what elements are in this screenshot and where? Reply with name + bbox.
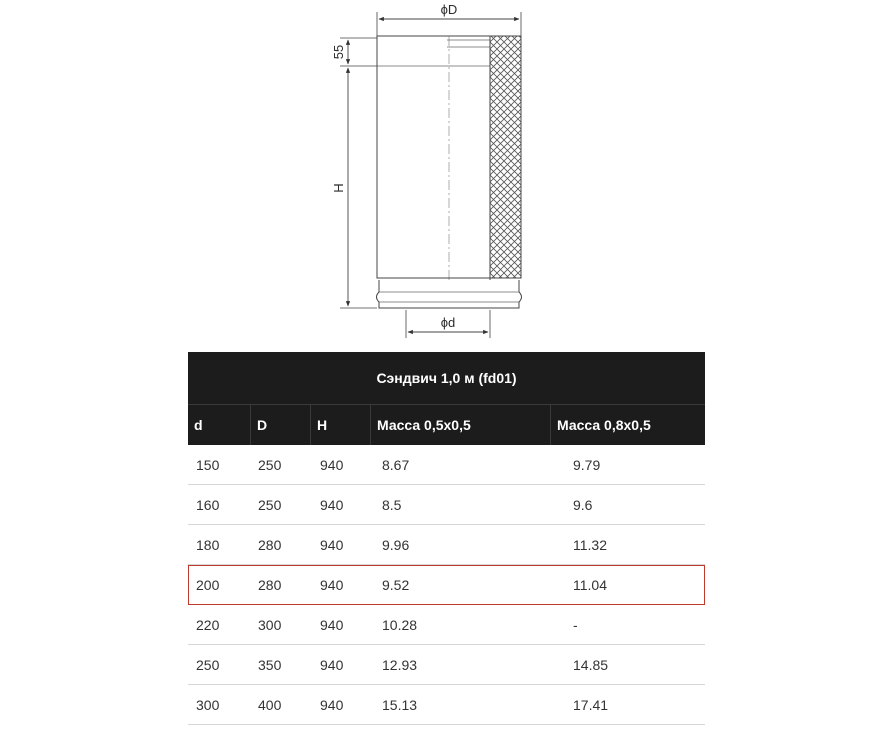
column-header-h: H xyxy=(310,405,370,445)
cell-outer-d: 300 xyxy=(258,616,282,633)
height-dimension xyxy=(331,68,377,308)
cell-d: 220 xyxy=(196,616,220,633)
cell-mass-05: 9.52 xyxy=(382,576,410,593)
cell-mass-08: - xyxy=(573,616,578,633)
column-header-mass-08: Масса 0,8х0,5 xyxy=(550,405,705,445)
inner-diameter-dimension xyxy=(406,310,490,338)
cell-mass-05: 8.5 xyxy=(382,496,402,513)
cell-mass-05: 9.96 xyxy=(382,536,410,553)
column-header-outer-d: D xyxy=(250,405,310,445)
column-header-d: d xyxy=(194,417,203,433)
pipe-drawing-svg xyxy=(0,0,893,345)
table-row xyxy=(188,485,705,525)
cell-h: 940 xyxy=(320,616,344,633)
table-row xyxy=(188,525,705,565)
cell-outer-d: 350 xyxy=(258,656,282,673)
pipe-body xyxy=(377,36,522,308)
table-row xyxy=(188,445,705,485)
cell-h: 940 xyxy=(320,536,344,553)
inner-diameter-label: ϕd xyxy=(440,315,456,330)
cell-mass-08: 9.6 xyxy=(573,496,593,513)
cell-d: 180 xyxy=(196,536,220,553)
cell-mass-05: 12.93 xyxy=(382,656,418,673)
socket-length-label: 55 xyxy=(331,44,346,60)
outer-diameter-dimension xyxy=(377,2,521,36)
cell-outer-d: 280 xyxy=(258,536,282,553)
cell-outer-d: 400 xyxy=(258,696,282,713)
cell-h: 940 xyxy=(320,696,344,713)
cell-mass-08: 17.41 xyxy=(573,696,609,713)
cell-mass-08: 9.79 xyxy=(573,456,601,473)
cell-mass-05: 8.67 xyxy=(382,456,410,473)
table-row xyxy=(188,605,705,645)
cell-mass-08: 14.85 xyxy=(573,656,609,673)
insulation-section xyxy=(490,36,521,278)
cell-d: 250 xyxy=(196,656,220,673)
cell-mass-08: 11.32 xyxy=(573,536,607,553)
table-row xyxy=(188,645,705,685)
table-row xyxy=(188,685,705,725)
pipe-technical-drawing xyxy=(0,0,893,345)
cell-d: 200 xyxy=(196,576,220,593)
cell-mass-08: 11.04 xyxy=(573,576,607,593)
cell-outer-d: 250 xyxy=(258,496,282,513)
cell-d: 300 xyxy=(196,696,220,713)
table-row-highlighted xyxy=(188,565,705,605)
column-header-mass-05: Масса 0,5х0,5 xyxy=(370,405,550,445)
socket-length-dimension xyxy=(331,38,377,66)
height-label: H xyxy=(331,183,346,193)
outer-diameter-label: ϕD xyxy=(440,2,458,17)
table-caption: Сэндвич 1,0 м (fd01) xyxy=(188,352,705,405)
cell-h: 940 xyxy=(320,576,344,593)
cell-outer-d: 280 xyxy=(258,576,282,593)
cell-h: 940 xyxy=(320,456,344,473)
cell-h: 940 xyxy=(320,656,344,673)
cell-mass-05: 15.13 xyxy=(382,696,418,713)
cell-d: 150 xyxy=(196,456,220,473)
table-header-row xyxy=(188,405,705,445)
cell-d: 160 xyxy=(196,496,220,513)
cell-outer-d: 250 xyxy=(258,456,282,473)
cell-h: 940 xyxy=(320,496,344,513)
cell-mass-05: 10.28 xyxy=(382,616,418,633)
specification-table xyxy=(188,352,705,725)
